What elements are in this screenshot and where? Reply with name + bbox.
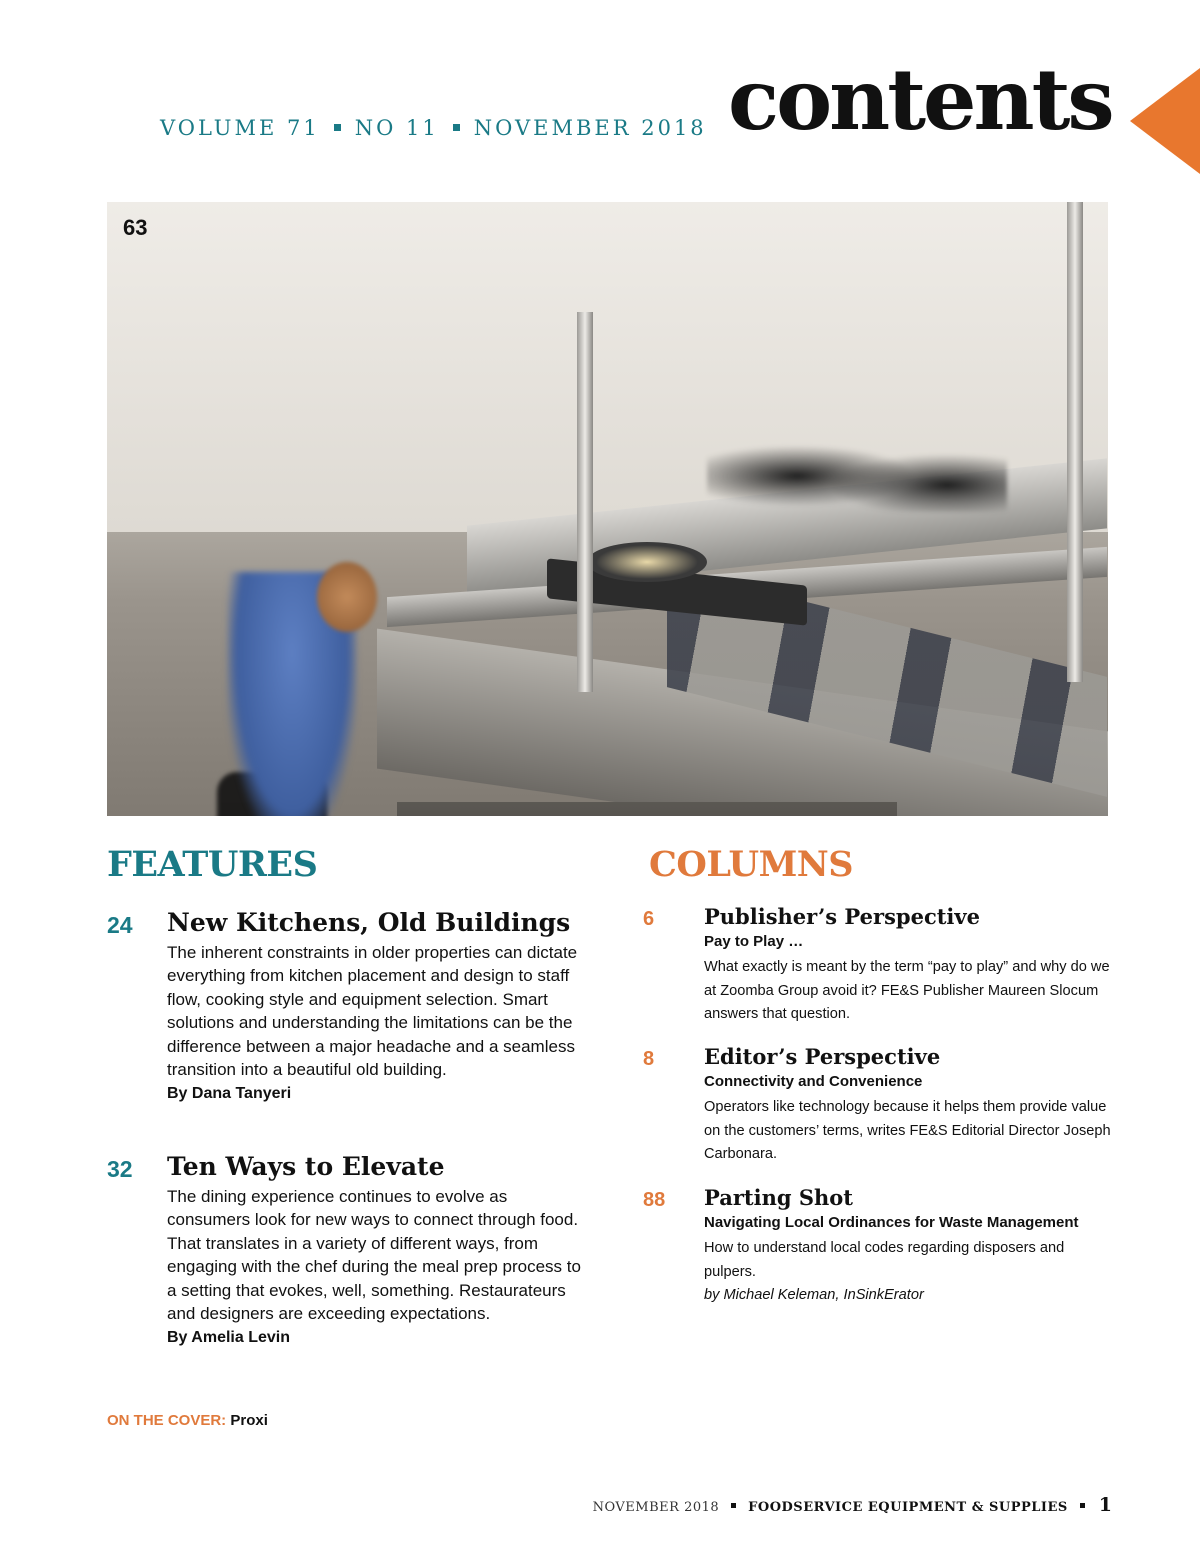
photo-person-head <box>317 562 377 632</box>
feature-title[interactable]: Ten Ways to Elevate <box>167 1152 445 1181</box>
issue-number: NO 11 <box>354 116 439 140</box>
column-description: Operators like technology because it helps them provide value on the customers’ terms, writes FE&S Editorial Director Joseph Carbonara. <box>704 1099 1111 1162</box>
cover-value: Proxi <box>230 1412 268 1429</box>
page-title: contents <box>728 50 1112 149</box>
volume-label: VOLUME 71 <box>160 116 320 140</box>
feature-page-number: 24 <box>107 912 133 938</box>
photo-post <box>577 312 593 692</box>
column-page-number: 8 <box>643 1048 655 1070</box>
column-subtitle: Pay to Play … <box>704 933 804 950</box>
separator-square-icon <box>1080 1503 1085 1508</box>
separator-square-icon <box>731 1503 736 1508</box>
column-page-number: 6 <box>643 908 655 930</box>
photo-plate <box>587 542 707 582</box>
column-title[interactable]: Publisher’s Perspective <box>704 904 980 929</box>
column-description <box>704 1237 1116 1308</box>
photo-lower-shelf <box>397 802 897 816</box>
footer-date: NOVEMBER 2018 <box>592 1500 720 1515</box>
photo-post <box>1067 202 1083 682</box>
hero-photo[interactable] <box>107 202 1108 816</box>
footer-publication: FOODSERVICE EQUIPMENT & SUPPLIES <box>748 1500 1068 1515</box>
issue-info <box>160 116 707 140</box>
separator-square-icon <box>453 124 460 131</box>
feature-description <box>167 941 587 1106</box>
orange-triangle-icon <box>1130 68 1200 174</box>
column-description: What exactly is meant by the term “pay to play” and why do we at Zoomba Group avoid it? FE&S Publisher Maureen Slocum answers that question. <box>704 959 1110 1022</box>
feature-description-text: The dining experience continues to evolve as consumers look for new ways to connect through food. That translates in a variety of different ways, from engaging with the chef during the meal prep process to a setting that evokes, well, something. Restaurateurs and designers are exceeding expectations. <box>167 1187 581 1324</box>
feature-description-text: The inherent constraints in older properties can dictate everything from kitchen placement and design to staff flow, cooking style and equipment selection. Smart solutions and understanding the limitations can be the difference between a major headache and a seamless transition into a beautiful old building. <box>167 943 578 1080</box>
feature-byline: By Amelia Levin <box>167 1329 291 1347</box>
column-title[interactable]: Parting Shot <box>704 1185 853 1210</box>
column-title[interactable]: Editor’s Perspective <box>704 1044 941 1069</box>
columns-heading: COLUMNS <box>649 844 854 885</box>
photo-chefs <box>707 422 1007 512</box>
features-heading: FEATURES <box>107 844 318 885</box>
page-footer <box>593 1494 1112 1516</box>
page-number: 1 <box>1098 1494 1112 1516</box>
separator-square-icon <box>334 124 341 131</box>
issue-date: NOVEMBER 2018 <box>473 116 707 140</box>
column-byline: by Michael Keleman, InSinkErator <box>704 1287 924 1303</box>
feature-title[interactable]: New Kitchens, Old Buildings <box>167 908 571 937</box>
feature-description <box>167 1185 587 1350</box>
cover-credit <box>107 1412 268 1429</box>
feature-page-number: 32 <box>107 1156 133 1182</box>
column-subtitle: Connectivity and Convenience <box>704 1073 923 1090</box>
cover-label: ON THE COVER: <box>107 1412 227 1429</box>
feature-byline: By Dana Tanyeri <box>167 1085 292 1103</box>
photo-page-ref: 63 <box>123 215 148 240</box>
column-subtitle: Navigating Local Ordinances for Waste Management <box>704 1214 1079 1231</box>
column-description-text: How to understand local codes regarding disposers and pulpers. <box>704 1240 1065 1280</box>
column-page-number: 88 <box>643 1189 666 1211</box>
